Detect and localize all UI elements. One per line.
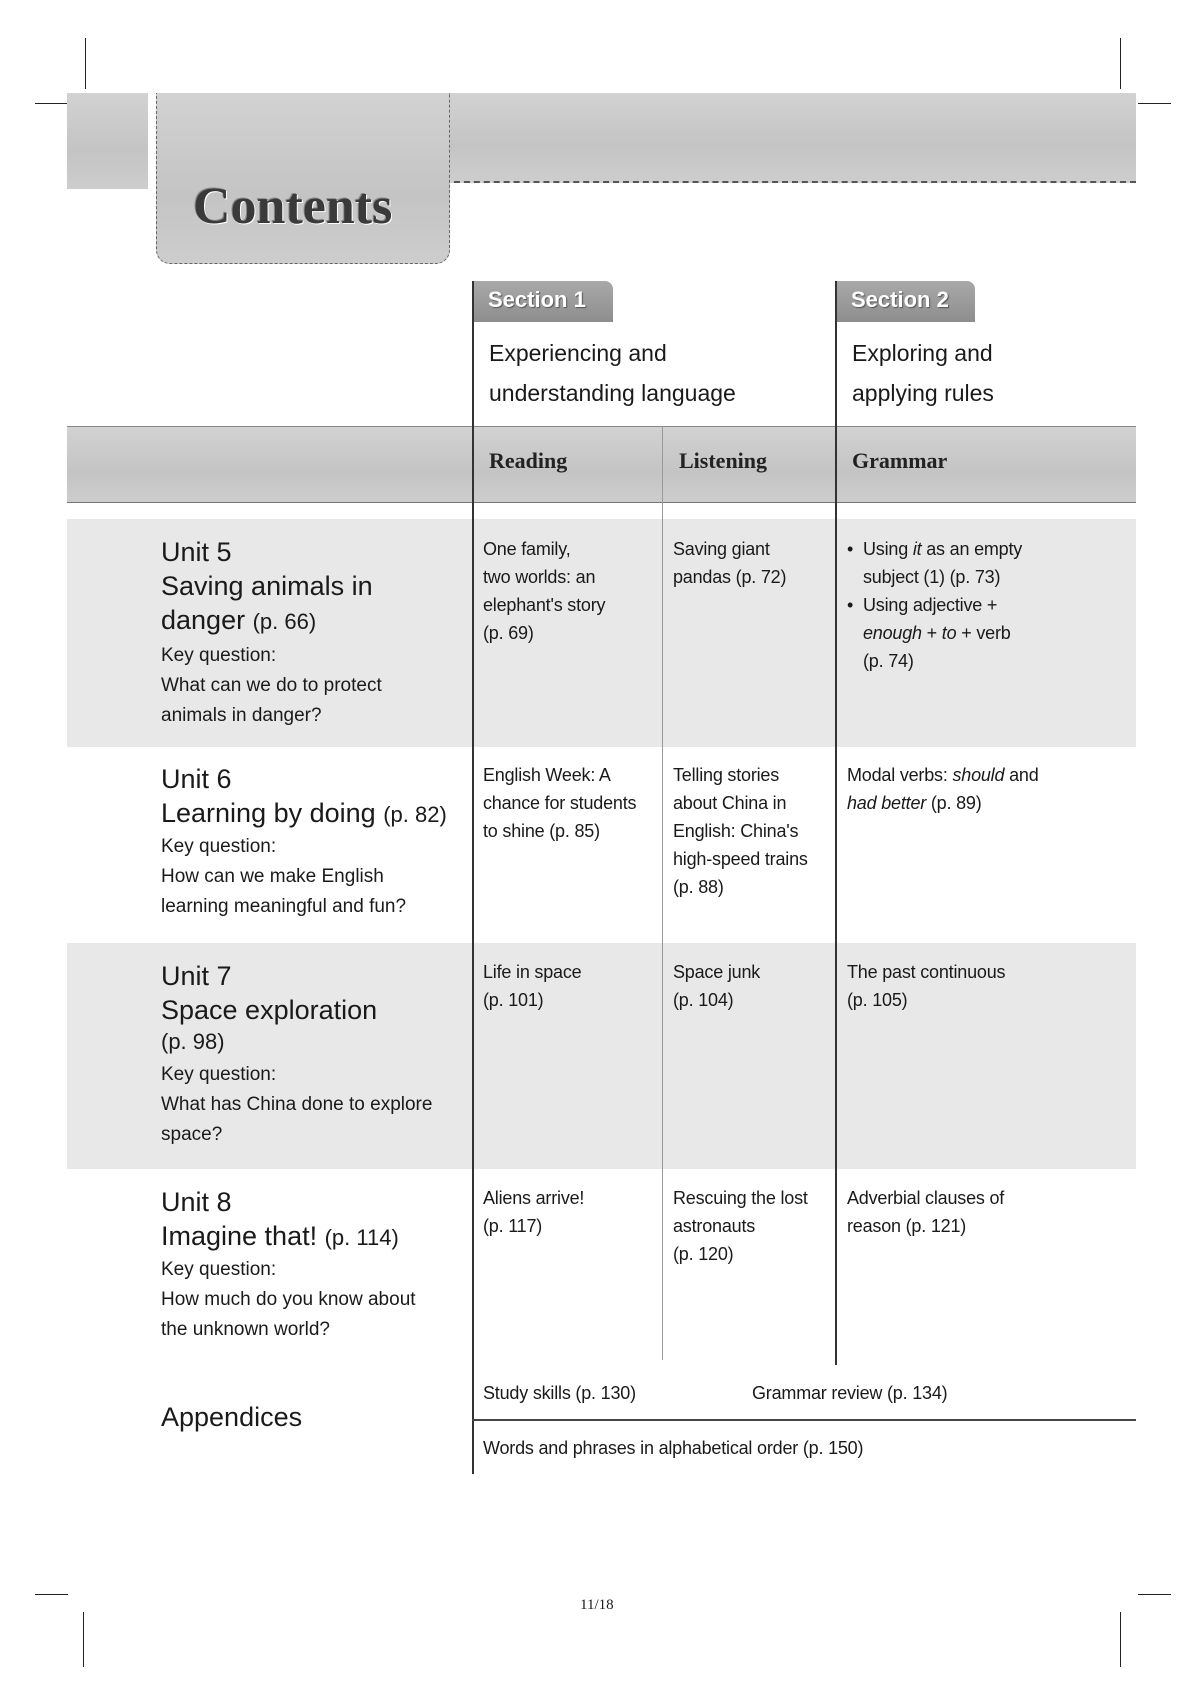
cell-line: elephant's story — [483, 595, 606, 615]
crop-mark — [1120, 1612, 1121, 1667]
unit-6-info — [161, 762, 481, 922]
unit-8-info — [161, 1185, 471, 1345]
cell-line: English Week: A — [483, 765, 611, 785]
unit-7-reading — [483, 958, 581, 1014]
crop-mark — [35, 1594, 68, 1595]
cell-line: (p. 101) — [483, 990, 544, 1010]
key-question: What can we do to protect — [161, 675, 382, 696]
key-question: space? — [161, 1124, 223, 1145]
key-question-label: Key question: — [161, 645, 277, 666]
key-question-label: Key question: — [161, 1064, 277, 1085]
cell-line: chance for students — [483, 793, 637, 813]
unit-label: Unit 5 — [161, 537, 232, 567]
key-question: What has China done to explore — [161, 1094, 433, 1115]
grammar-bullet: • Using it as an empty subject (1) (p. 73) — [863, 535, 1022, 591]
key-question: How can we make English — [161, 866, 384, 887]
section-2-tab: Section 2 — [835, 281, 975, 322]
key-question: learning meaningful and fun? — [161, 896, 407, 917]
crop-mark — [1120, 38, 1121, 89]
cell-line: Saving giant — [673, 539, 770, 559]
unit-page: (p. 98) — [161, 1029, 225, 1054]
grammar-review-link: Grammar review (p. 134) — [752, 1383, 948, 1403]
cell-line: One family, — [483, 539, 571, 559]
key-question: animals in danger? — [161, 705, 322, 726]
unit-5-reading — [483, 535, 605, 647]
section-1-tab: Section 1 — [472, 281, 613, 322]
cell-line: pandas (p. 72) — [673, 567, 787, 587]
divider — [662, 426, 663, 1360]
cell-line: reason (p. 121) — [847, 1216, 967, 1236]
heading-line: Exploring and — [852, 340, 993, 366]
grammar-bullet: • Using adjective + enough + to + verb (p. 74) — [863, 591, 1022, 675]
page-number: 11/18 — [580, 1597, 614, 1613]
unit-5-listening — [673, 535, 786, 591]
cell-line: (p. 105) — [847, 990, 908, 1010]
heading-line: Experiencing and — [489, 340, 667, 366]
unit-title: danger — [161, 605, 246, 635]
appendices-label: Appendices — [161, 1402, 303, 1432]
cell-line: (p. 69) — [483, 623, 534, 643]
column-header-reading: Reading — [489, 448, 568, 473]
unit-8-listening — [673, 1184, 808, 1268]
heading-line: understanding language — [489, 380, 736, 406]
crop-mark — [1138, 103, 1171, 104]
words-and-phrases-link: Words and phrases in alphabetical order (p. 150) — [483, 1438, 864, 1458]
contents-title-tab — [156, 93, 450, 264]
cell-line: The past continuous — [847, 962, 1006, 982]
cell-line: (p. 120) — [673, 1244, 734, 1264]
heading-line: applying rules — [852, 380, 994, 406]
column-header-listening: Listening — [679, 448, 768, 473]
unit-title: Space exploration — [161, 995, 378, 1025]
unit-7-info — [161, 959, 471, 1150]
cell-line: astronauts — [673, 1216, 756, 1236]
unit-6-listening — [673, 761, 808, 901]
unit-page: (p. 66) — [252, 609, 317, 634]
unit-title: Imagine that! — [161, 1221, 318, 1251]
divider — [835, 281, 837, 1365]
section-2-heading — [852, 333, 994, 413]
cell-line: Space junk — [673, 962, 761, 982]
cell-line: about China in — [673, 793, 787, 813]
key-question-label: Key question: — [161, 1259, 277, 1280]
unit-5-info — [161, 535, 471, 731]
cell-line: English: China's — [673, 821, 799, 841]
divider — [472, 1419, 1136, 1421]
study-skills-link: Study skills (p. 130) — [483, 1383, 636, 1403]
unit-label: Unit 6 — [161, 764, 232, 794]
unit-label: Unit 8 — [161, 1187, 232, 1217]
key-question: the unknown world? — [161, 1319, 330, 1340]
cell-line: Telling stories — [673, 765, 780, 785]
unit-6-grammar: Modal verbs: should and had better (p. 89) — [847, 765, 1039, 813]
column-header-row — [67, 426, 1136, 503]
unit-7-listening — [673, 958, 760, 1014]
unit-8-reading — [483, 1184, 584, 1240]
unit-label: Unit 7 — [161, 961, 232, 991]
cell-line: high-speed trains — [673, 849, 808, 869]
cell-line: (p. 88) — [673, 877, 724, 897]
cell-line: Aliens arrive! — [483, 1188, 585, 1208]
column-header-grammar: Grammar — [852, 448, 948, 473]
cell-line: two worlds: an — [483, 567, 596, 587]
cell-line: Life in space — [483, 962, 582, 982]
header-band-left — [67, 93, 148, 189]
cell-line: Rescuing the lost — [673, 1188, 808, 1208]
crop-mark — [83, 1612, 84, 1667]
unit-page: (p. 114) — [324, 1225, 399, 1250]
key-question: How much do you know about — [161, 1289, 416, 1310]
unit-5-grammar — [847, 535, 1022, 675]
unit-title: Saving animals in — [161, 571, 373, 601]
cell-line: (p. 104) — [673, 990, 734, 1010]
page-title: Contents — [193, 178, 393, 235]
crop-mark — [1138, 1594, 1171, 1595]
unit-8-grammar — [847, 1184, 1004, 1240]
crop-mark — [35, 103, 68, 104]
key-question-label: Key question: — [161, 836, 277, 857]
unit-title: Learning by doing — [161, 798, 376, 828]
unit-page: (p. 82) — [383, 802, 447, 827]
cell-line: to shine (p. 85) — [483, 821, 600, 841]
unit-7-grammar — [847, 958, 1005, 1014]
cell-line: (p. 117) — [483, 1216, 543, 1236]
header-band-right — [444, 93, 1136, 183]
unit-6-reading — [483, 761, 636, 845]
cell-line: Adverbial clauses of — [847, 1188, 1005, 1208]
section-1-heading — [489, 333, 736, 413]
crop-mark — [85, 38, 86, 89]
